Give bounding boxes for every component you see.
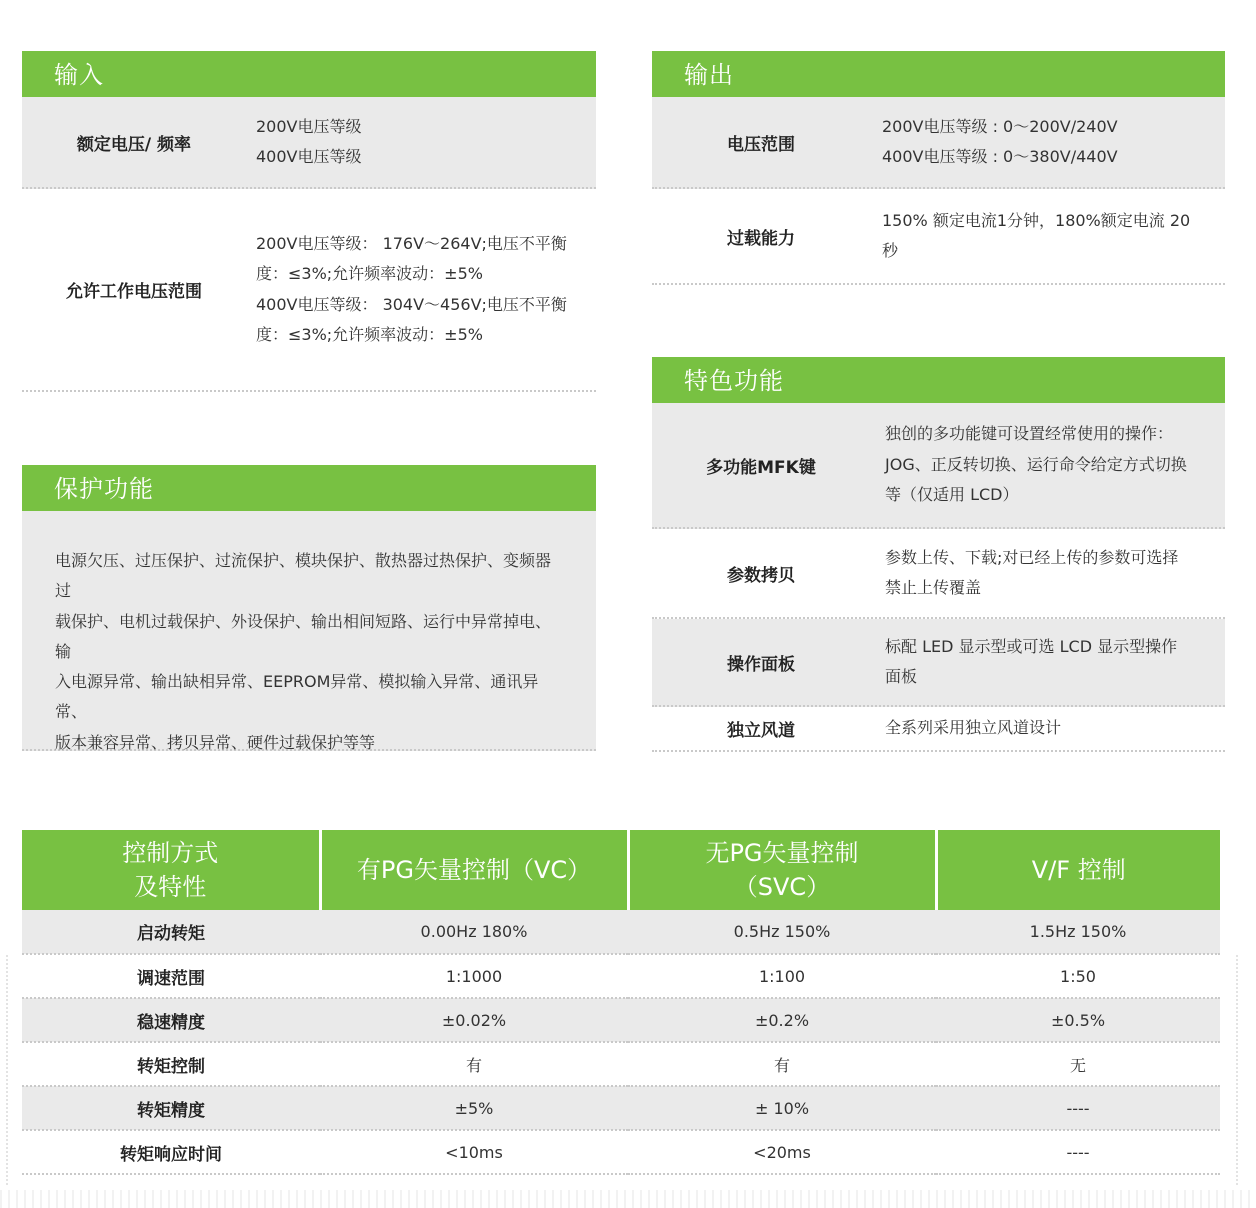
decorative-dotted-border [6, 955, 8, 1185]
protection-line: 版本兼容异常、拷贝异常、硬件过载保护等等 [55, 732, 376, 752]
table-cell: 1.5Hz 150% [936, 910, 1220, 954]
table-cell: 0.5Hz 150% [628, 910, 936, 954]
spec-value-line: 禁止上传覆盖 [885, 578, 982, 597]
protection-description [22, 511, 596, 751]
column-header-vf [936, 830, 1220, 910]
table-row [22, 1042, 1220, 1086]
features-section [652, 357, 1225, 752]
spec-label: 操作面板 [727, 654, 795, 675]
output-section-title: 输出 [652, 51, 1225, 97]
table-row [22, 910, 1220, 954]
table-cell: 0.00Hz 180% [320, 910, 628, 954]
spec-value-line: 150% 额定电流1分钟，180%额定电流 20 [882, 210, 1191, 230]
table-cell: 无 [936, 1042, 1220, 1086]
control-mode-table [22, 830, 1220, 1175]
spec-row-rated-voltage [22, 97, 596, 189]
row-label: 转矩响应时间 [22, 1130, 320, 1174]
spec-row-param-copy [652, 529, 1225, 619]
header-line: V/F 控制 [1031, 856, 1126, 884]
spec-value-line: 200V电压等级 [256, 116, 362, 136]
spec-row-voltage-range-out [652, 97, 1225, 189]
table-cell: ± 10% [628, 1086, 936, 1130]
header-line: 有PG矢量控制（VC） [356, 856, 592, 884]
row-label: 调速范围 [22, 954, 320, 998]
spec-label: 独立风道 [727, 721, 795, 741]
column-header-svc [628, 830, 936, 910]
table-cell: ---- [936, 1086, 1220, 1130]
spec-value [870, 543, 1198, 604]
input-section-title: 输入 [22, 51, 596, 97]
table-row [22, 1086, 1220, 1130]
spec-value-line: 全系列采用独立风道设计 [885, 718, 1062, 738]
table-cell: ±0.2% [628, 998, 936, 1042]
spec-label: 允许工作电压范围 [66, 282, 202, 302]
spec-label: 电压范围 [727, 134, 795, 155]
spec-value [870, 206, 1190, 267]
protection-section [22, 465, 596, 751]
spec-value [246, 229, 567, 351]
table-cell: ---- [936, 1130, 1220, 1174]
table-cell: 1:1000 [320, 954, 628, 998]
spec-value-line: 度：≤3%;允许频率波动：±5% [256, 264, 483, 283]
header-line: 控制方式 [122, 839, 219, 867]
protection-line: 入电源异常、输出缺相异常、EEPROM异常、模拟输入异常、通讯异常、 [55, 672, 539, 722]
header-line: 及特性 [134, 873, 207, 901]
spec-value-line: 200V电压等级 : 0～200V/240V [882, 116, 1118, 136]
protection-line: 载保护、电机过载保护、外设保护、输出相间短路、运行中异常掉电、输 [55, 611, 552, 661]
spec-value-line: JOG、正反转切换、运行命令给定方式切换 [885, 454, 1187, 474]
column-header-control-mode [22, 830, 320, 910]
spec-value [246, 112, 362, 173]
table-cell: 有 [320, 1042, 628, 1086]
table-cell: <20ms [628, 1130, 936, 1174]
input-section [22, 51, 596, 392]
table-cell: 1:100 [628, 954, 936, 998]
row-label: 稳速精度 [22, 998, 320, 1042]
spec-value-line: 400V电压等级： 304V～456V;电压不平衡 [256, 294, 567, 314]
spec-row-overload [652, 189, 1225, 285]
row-label: 转矩精度 [22, 1086, 320, 1130]
spec-row-operation-panel [652, 619, 1225, 707]
spec-label: 过载能力 [727, 228, 795, 249]
spec-row-air-duct [652, 707, 1225, 752]
column-header-vc [320, 830, 628, 910]
row-label: 启动转矩 [22, 910, 320, 954]
table-header-row [22, 830, 1220, 910]
table-row [22, 1130, 1220, 1174]
row-label: 转矩控制 [22, 1042, 320, 1086]
table-cell: 有 [628, 1042, 936, 1086]
table-cell: ±0.5% [936, 998, 1220, 1042]
spec-value-line: 200V电压等级： 176V～264V;电压不平衡 [256, 233, 567, 253]
header-line: （SVC） [733, 873, 831, 901]
spec-value-line: 面板 [885, 667, 918, 686]
spec-row-mfk-key [652, 403, 1225, 529]
spec-value-line: 400V电压等级 [256, 147, 362, 166]
spec-label: 多功能MFK键 [706, 457, 816, 478]
spec-value [870, 419, 1207, 511]
spec-row-voltage-range [22, 189, 596, 392]
spec-value-line: 参数上传、下载;对已经上传的参数可选择 [885, 547, 1179, 567]
spec-value-line: 秒 [882, 241, 899, 260]
spec-value [870, 632, 1197, 693]
table-row [22, 998, 1220, 1042]
spec-value-line: 标配 LED 显示型或可选 LCD 显示型操作 [885, 636, 1178, 656]
table-cell: 1:50 [936, 954, 1220, 998]
output-section [652, 51, 1225, 285]
table-row [22, 954, 1220, 998]
spec-value-line: 等（仅适用 LCD） [885, 485, 1019, 505]
spec-value [870, 112, 1118, 173]
spec-value-line: 度：≤3%;允许频率波动：±5% [256, 325, 483, 344]
spec-label: 额定电压/ 频率 [76, 134, 192, 155]
protection-line: 电源欠压、过压保护、过流保护、模块保护、散热器过热保护、变频器过 [55, 551, 552, 601]
table-cell: ±5% [320, 1086, 628, 1130]
spec-label: 参数拷贝 [727, 565, 795, 586]
protection-section-title: 保护功能 [22, 465, 596, 511]
table-cell: <10ms [320, 1130, 628, 1174]
header-line: 无PG矢量控制 [705, 839, 859, 867]
decorative-dotted-border [1236, 955, 1238, 1185]
spec-value-line: 独创的多功能键可设置经常使用的操作： [885, 424, 1174, 444]
spec-value-line: 400V电压等级 : 0～380V/440V [882, 147, 1118, 166]
decorative-bottom-pattern [0, 1190, 1256, 1208]
table-cell: ±0.02% [320, 998, 628, 1042]
features-section-title: 特色功能 [652, 357, 1225, 403]
spec-value [870, 713, 1081, 744]
